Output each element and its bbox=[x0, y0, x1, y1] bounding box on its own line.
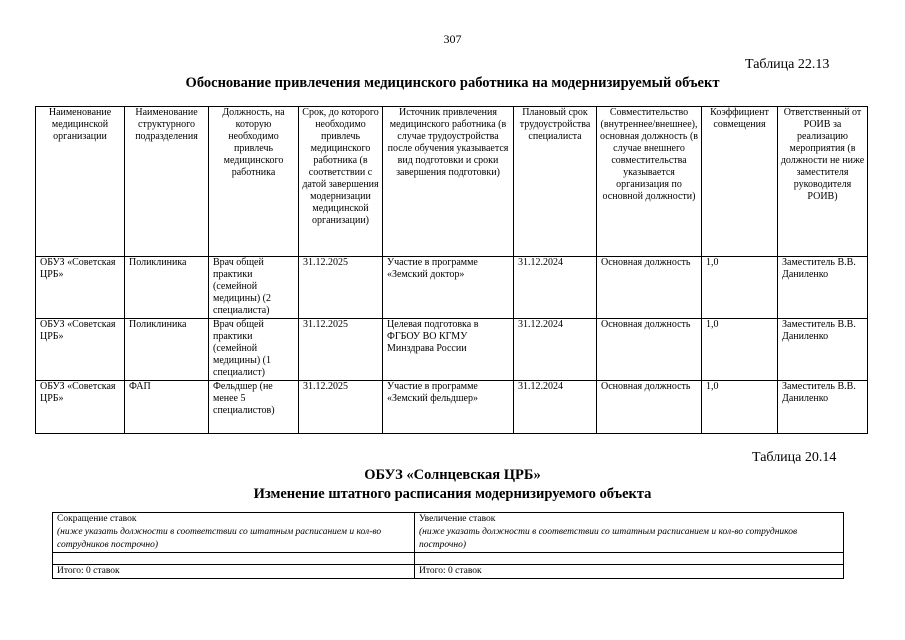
header-row bbox=[53, 513, 844, 553]
cell-department: Поликлиника bbox=[125, 257, 209, 319]
increase-header: Увеличение ставок bbox=[419, 514, 496, 524]
header-cell: Должность, на которую необходимо привлечь медицинского работника bbox=[209, 107, 299, 257]
table-row bbox=[36, 319, 868, 381]
header-cell: Ответственный от РОИВ за реализацию мероприятия (в должности не ниже заместителя руководителя РОИВ) bbox=[778, 107, 868, 257]
header-cell: Источник привлечения медицинского работника (в случае трудоустройства после обучения указывается вид подготовки и сроки завершения подготовки) bbox=[383, 107, 514, 257]
table-20-14-org: ОБУЗ «Солнцевская ЦРБ» bbox=[364, 467, 541, 483]
cell-organization: ОБУЗ «Советская ЦРБ» bbox=[36, 381, 125, 434]
cell-combination: Основная должность bbox=[597, 319, 702, 381]
table-22-13-label: Таблица 22.13 bbox=[745, 57, 830, 72]
increase-note: (ниже указать должности в соответствии со штатным расписанием и кол-во сотрудников построчно) bbox=[419, 527, 798, 550]
table-20-14-label: Таблица 20.14 bbox=[752, 450, 837, 465]
table-row bbox=[36, 257, 868, 319]
table-row bbox=[36, 381, 868, 434]
cell-position: Фельдшер (не менее 5 специалистов) bbox=[209, 381, 299, 434]
empty-row bbox=[53, 553, 844, 565]
table-22-13-title: Обоснование привлечения медицинского работника на модернизируемый объект bbox=[185, 75, 720, 91]
header-cell: Срок, до которого необходимо привлечь медицинского работника (в соответствии с датой завершения модернизации медицинской организации) bbox=[299, 107, 383, 257]
cell-deadline: 31.12.2025 bbox=[299, 257, 383, 319]
cell-combination: Основная должность bbox=[597, 257, 702, 319]
page-number: 307 bbox=[443, 32, 462, 46]
total-row bbox=[53, 565, 844, 579]
cell-department: Поликлиника bbox=[125, 319, 209, 381]
reduction-header: Сокращение ставок bbox=[57, 514, 137, 524]
header-cell: Совместительство (внутреннее/внешнее), основная должность (в случае внешнего совместительства указывается организация по основной должности) bbox=[597, 107, 702, 257]
table-20-14-title: Изменение штатного расписания модернизируемого объекта bbox=[253, 486, 652, 502]
reduction-note: (ниже указать должности в соответствии со штатным расписанием и кол-во сотрудников построчно) bbox=[57, 527, 382, 550]
cell-source: Участие в программе «Земский фельдшер» bbox=[383, 381, 514, 434]
cell-planned-date: 31.12.2024 bbox=[514, 381, 597, 434]
header-cell: Коэффициент совмещения bbox=[702, 107, 778, 257]
cell-planned-date: 31.12.2024 bbox=[514, 257, 597, 319]
cell-planned-date: 31.12.2024 bbox=[514, 319, 597, 381]
increase-total: Итого: 0 ставок bbox=[415, 565, 844, 579]
increase-header-cell bbox=[415, 513, 844, 553]
cell-deadline: 31.12.2025 bbox=[299, 381, 383, 434]
cell-responsible: Заместитель В.В. Даниленко bbox=[778, 257, 868, 319]
cell-source: Участие в программе «Земский доктор» bbox=[383, 257, 514, 319]
header-cell: Плановый срок трудоустройства специалиста bbox=[514, 107, 597, 257]
cell-coefficient: 1,0 bbox=[702, 319, 778, 381]
cell-responsible: Заместитель В.В. Даниленко bbox=[778, 381, 868, 434]
cell-department: ФАП bbox=[125, 381, 209, 434]
cell-position: Врач общей практики (семейной медицины) (1 специалист) bbox=[209, 319, 299, 381]
staff-schedule-table bbox=[52, 512, 844, 579]
empty-cell bbox=[53, 553, 415, 565]
cell-responsible: Заместитель В.В. Даниленко bbox=[778, 319, 868, 381]
staff-attraction-table bbox=[35, 106, 868, 434]
cell-deadline: 31.12.2025 bbox=[299, 319, 383, 381]
cell-organization: ОБУЗ «Советская ЦРБ» bbox=[36, 319, 125, 381]
cell-position: Врач общей практики (семейной медицины) (2 специалиста) bbox=[209, 257, 299, 319]
empty-cell bbox=[415, 553, 844, 565]
cell-coefficient: 1,0 bbox=[702, 381, 778, 434]
reduction-total: Итого: 0 ставок bbox=[53, 565, 415, 579]
header-row bbox=[36, 107, 868, 257]
cell-source: Целевая подготовка в ФГБОУ ВО КГМУ Минздрава России bbox=[383, 319, 514, 381]
reduction-header-cell bbox=[53, 513, 415, 553]
cell-organization: ОБУЗ «Советская ЦРБ» bbox=[36, 257, 125, 319]
cell-combination: Основная должность bbox=[597, 381, 702, 434]
cell-coefficient: 1,0 bbox=[702, 257, 778, 319]
header-cell: Наименование медицинской организации bbox=[36, 107, 125, 257]
header-cell: Наименование структурного подразделения bbox=[125, 107, 209, 257]
